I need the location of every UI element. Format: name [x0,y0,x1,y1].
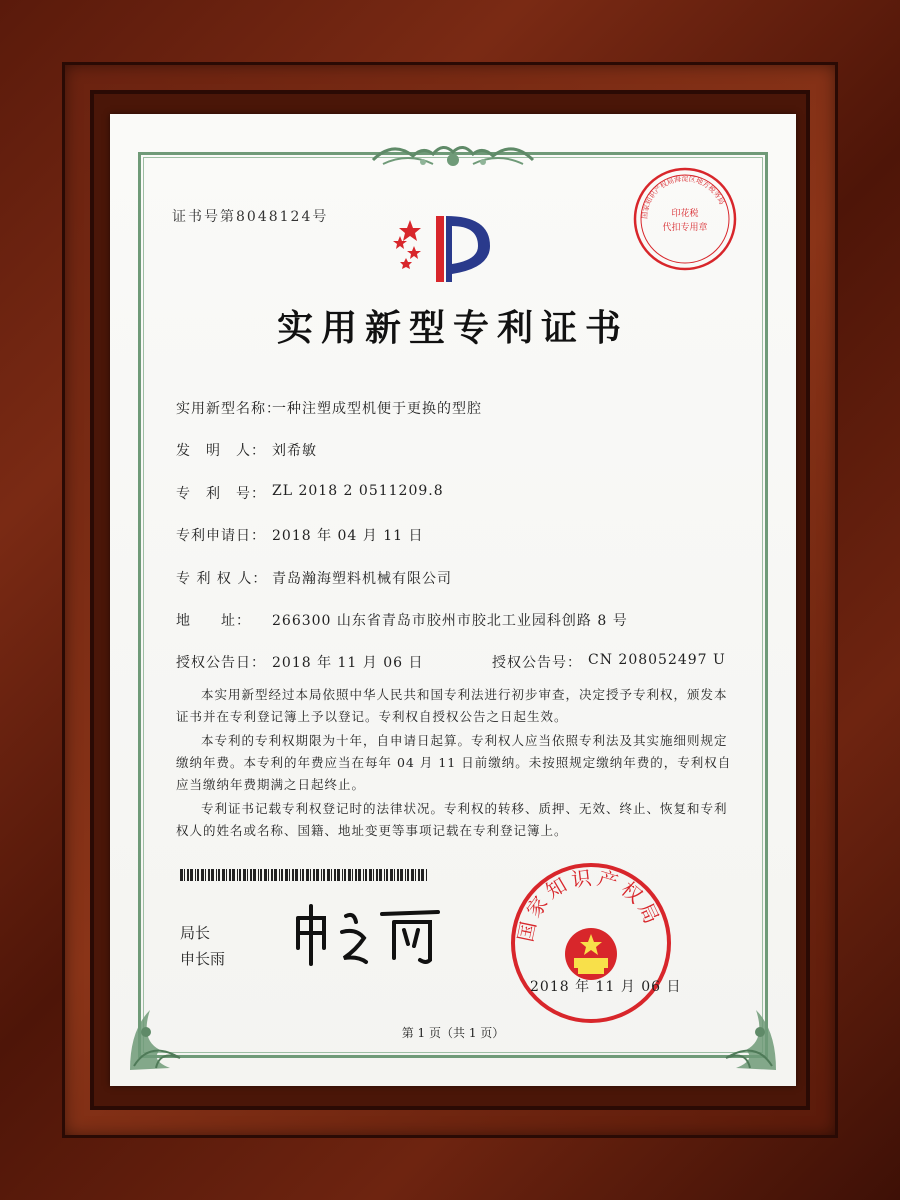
director-signature [290,898,450,978]
top-ornament-icon [363,138,543,172]
name-label: 实用新型名称： [176,401,281,417]
page-number: 第 1 页（共 1 页） [401,1026,505,1040]
certificate-title: 实用新型专利证书 [276,307,629,349]
tax-stamp [630,164,740,274]
grant-date-value: 2018 年 11 月 06 日 [272,655,424,671]
address-value: 266300 山东省青岛市胶州市胶北工业园科创路 8 号 [272,613,628,629]
svg-text:代扣专用章: 代扣专用章 [662,223,708,233]
inventor-label: 发 明 人： [176,443,266,459]
address-label: 地 址： [176,613,251,629]
svg-text:印花税: 印花税 [671,209,699,219]
certificate-number: 证书号第8048124号 [172,209,329,225]
filing-date-value: 2018 年 04 月 11 日 [272,528,424,544]
name-value: 一种注塑成型机便于更换的型腔 [272,401,482,417]
patent-number-value: ZL 2018 2 0511209.8 [272,483,444,499]
seal-date: 2018 年 11 月 06 日 [530,979,682,995]
inventor-value: 刘希敏 [272,443,317,459]
filing-date-label: 专利申请日： [176,528,266,544]
barcode [180,869,430,881]
patent-number-label: 专 利 号： [176,486,266,502]
body-paragraph: 本实用新型经过本局依照中华人民共和国专利法进行初步审查，决定授予专利权，颁发本证书并在专利登记簿上予以登记。专利权自授权公告之日起生效。 [176,687,728,724]
tax-stamp-ring-text: 国家知识产权局海淀区地方税务局 [640,174,726,220]
grant-number-value: CN 208052497 U [588,652,726,668]
body-paragraph: 本专利的专利权期限为十年，自申请日起算。专利权人应当依照专利法及其实施细则规定缴纳年费。本专利的年费应当在每年 04 月 11 日前缴纳。未按照规定缴纳年费的，专利权自应当缴纳年费期满之日起终止。 [176,733,732,792]
grant-number-label: 授权公告号： [492,655,582,671]
certificate-paper [110,114,796,1086]
patentee-label: 专 利 权 人： [176,571,268,587]
patentee-value: 青岛瀚海塑料机械有限公司 [272,571,452,587]
patent-office-logo-icon [390,206,510,286]
grant-date-label: 授权公告日： [176,655,266,671]
director-name: 申长雨 [180,950,226,968]
seal-ring-text: 国家知识产权局 [513,865,666,944]
body-paragraph: 专利证书记载专利权登记时的法律状况。专利权的转移、质押、无效、终止、恢复和专利权人的姓名或名称、国籍、地址变更等事项记载在专利登记簿上。 [176,801,728,838]
director-title: 局长 [180,924,211,942]
national-ip-office-seal [506,858,676,1028]
